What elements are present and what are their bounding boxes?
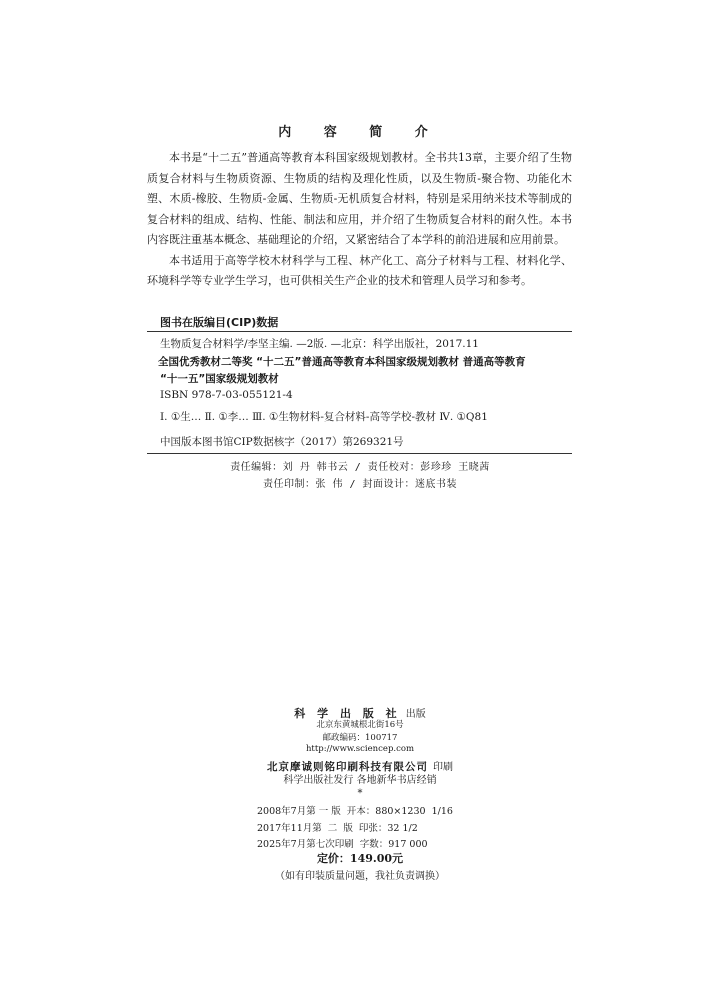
distribution: 科学出版社发行 各地新华书店经销 [283,775,437,786]
edition-line-3: 2025年7月第七次印刷 字数：917 000 [257,839,428,850]
cip-line-3: “十一五”国家级规划教材 [160,373,279,385]
cip-number: 中国版本图书馆CIP数据核字（2017）第269321号 [160,436,404,448]
cip-bottom-rule [147,453,572,454]
cip-isbn: ISBN 978-7-03-055121-4 [160,389,293,401]
publisher-address: 北京东黄城根北街16号 [316,720,404,730]
publisher-url: http://www.sciencep.com [305,744,415,754]
intro-body [147,148,572,292]
cip-line-1: 生物质复合材料学/李坚主编. —2版. —北京：科学出版社，2017.11 [160,338,479,350]
publisher-postcode: 邮政编码：100717 [322,733,398,743]
intro-paragraph-1: 本书是“十二五”普通高等教育本科国家级规划教材。全书共13章，主要介绍了生物质复合材料与生物质资源、生物质的结构及理化性质，以及生物质-聚合物、功能化木塑、木质-橡胶、生物质-金属、生物质-无机质复合材料，特别是采用纳米技术等制成的复合材料的组成、结构、性能、制法和应用，并介绍了生物质复合材料的耐久性。本书内容既注重基本概念、基础理论的介绍，又紧密结合了本学科的前沿进展和应用前景。 [147,151,572,246]
edition-line-2: 2017年11月第 二 版 印张：32 1/2 [257,823,418,834]
cip-classification: Ⅰ. ①生… Ⅱ. ①李… Ⅲ. ①生物材料-复合材料-高等学校-教材 Ⅳ. ①Q81 [160,411,488,423]
edition-line-1: 2008年7月第 一 版 开本：880×1230 1/16 [257,806,453,817]
star-separator: * [357,788,363,799]
printer-name: 北京摩诚则铭印刷科技有限公司 [266,761,428,773]
credits-line-1: 责任编辑：刘 丹 韩书云 / 责任校对：彭珍珍 王晓茜 [230,462,490,473]
cip-heading: 图书在版编目(CIP)数据 [160,316,279,329]
cip-top-rule [147,331,572,332]
cip-line-2: 全国优秀教材二等奖 “十二五”普通高等教育本科国家级规划教材 普通高等教育 [158,356,526,368]
intro-paragraph-2: 本书适用于高等学校木材科学与工程、林产化工、高分子材料与工程、材料化学、环境科学等专业学生学习，也可供相关生产企业的技术和管理人员学习和参考。 [147,253,572,287]
quality-note: （如有印装质量问题，我社负责调换） [275,871,445,882]
intro-title: 内 容 简 介 [278,125,442,140]
printer-suffix: 印刷 [433,762,454,773]
publisher-suffix: 出版 [405,709,426,720]
publisher-name: 科 学 出 版 社 [294,707,401,720]
price: 定价：149.00元 [316,852,404,865]
credits-line-2: 责任印制：张 伟 / 封面设计：迷底书装 [262,479,458,490]
